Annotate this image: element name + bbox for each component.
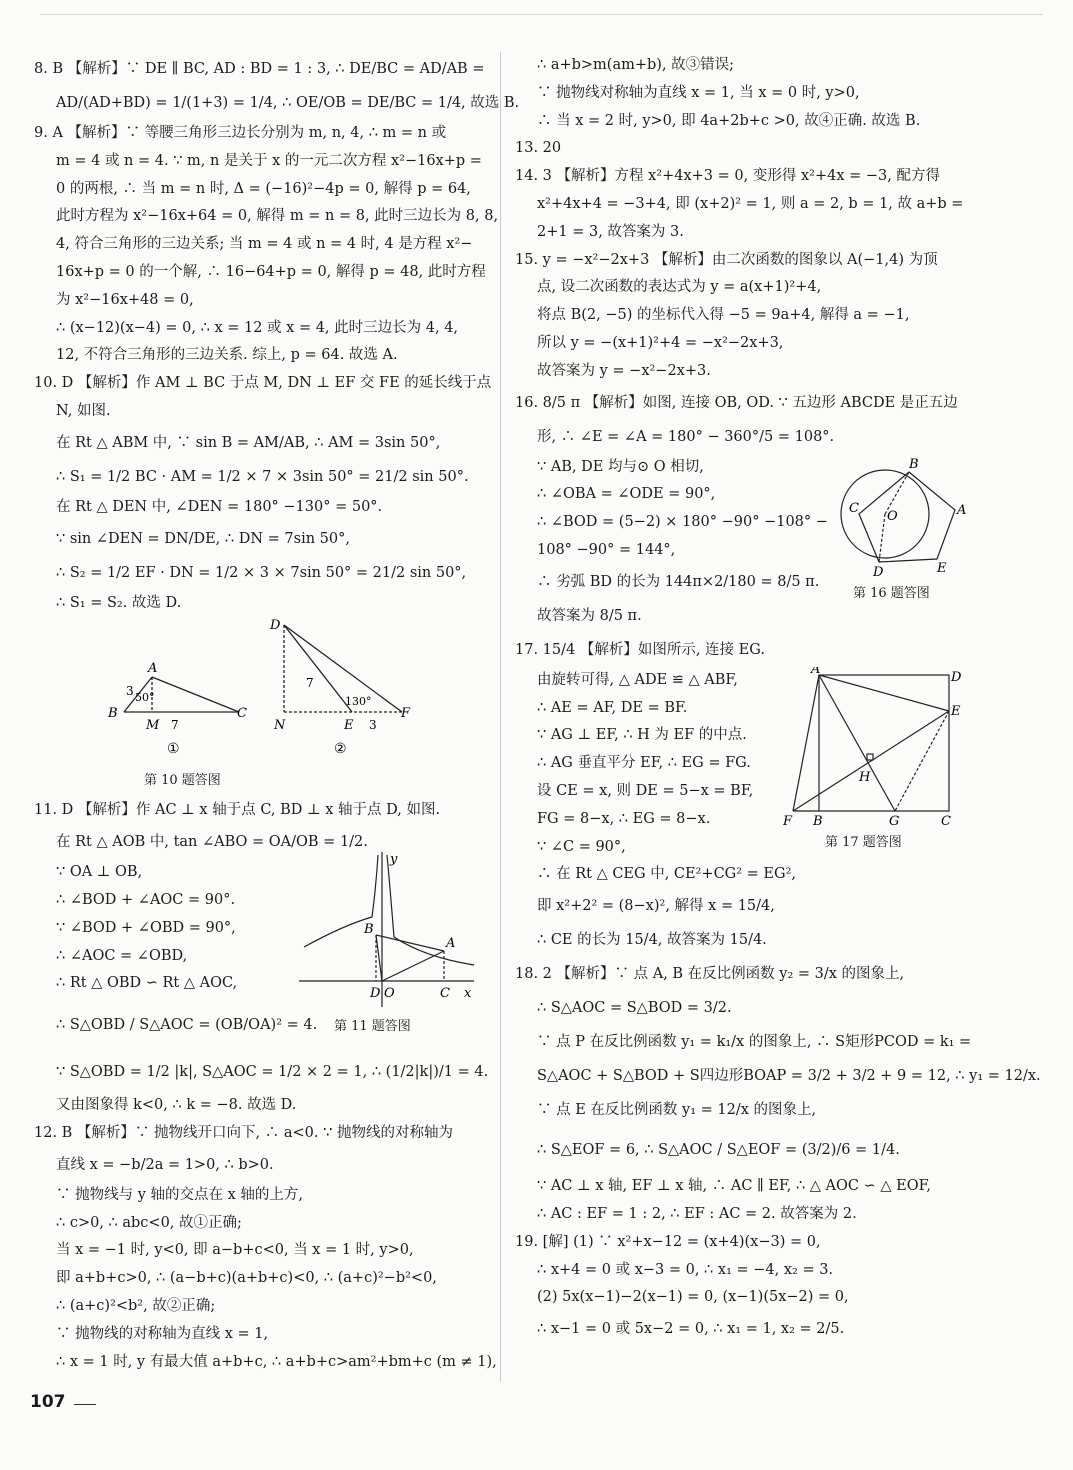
label: C <box>440 986 450 1002</box>
left-column <box>34 52 520 1376</box>
label: E <box>344 718 354 734</box>
text-line: ∴ x−1 = 0 或 5x−2 = 0, ∴ x₁ = 1, x₂ = 2/5. <box>537 1321 845 1338</box>
text-line: ∵ OA ⊥ OB, <box>56 864 143 881</box>
text-line: m = 4 或 n = 4. ∵ m, n 是关于 x 的一元二次方程 x²−16x+p = <box>56 152 482 169</box>
label: C <box>237 706 247 722</box>
label: 7 <box>171 718 179 733</box>
text-line: ∴ AG 垂直平分 EF, ∴ EG = FG. <box>537 755 751 772</box>
text-line: 4, 符合三角形的三边关系; 当 m = 4 或 n = 4 时, 4 是方程 x²− <box>56 236 473 253</box>
text-line: ∴ AE = AF, DE = BF. <box>537 699 688 716</box>
text-line: 15. y = −x²−2x+3 【解析】由二次函数的图象以 A(−1,4) 为顶 <box>515 251 938 268</box>
text-line: ∵ AB, DE 均与⊙ O 相切, <box>537 458 704 475</box>
text-line: ∴ S₁ = S₂. 故选 D. <box>56 594 182 611</box>
q11-block <box>34 852 484 1052</box>
text-line: 又由图象得 k<0, ∴ k = −8. 故选 D. <box>56 1097 297 1114</box>
text-line: ∴ ∠BOD + ∠AOC = 90°. <box>56 891 236 908</box>
figure-10 <box>34 617 484 797</box>
label: A <box>446 936 456 952</box>
page-number: 107 <box>30 1392 66 1412</box>
label: D <box>270 618 281 634</box>
figure-16-drawing <box>833 456 973 576</box>
label: C <box>849 500 859 516</box>
text-line: x²+4x+4 = −3+4, 即 (x+2)² = 1, 则 a = 2, b = 1, 故 a+b = <box>537 195 964 212</box>
text-line: ∴ ∠BOD = (5−2) × 180° −90° −108° − <box>537 514 828 531</box>
text-line: ∴ 劣弧 BD 的长为 144π×2/180 = 8/5 π. <box>537 573 820 590</box>
label: D <box>370 986 381 1002</box>
label: E <box>937 560 947 576</box>
text-line: ∴ c>0, ∴ abc<0, 故①正确; <box>56 1214 242 1231</box>
right-column <box>515 52 1041 1346</box>
text-line: ∴ 当 x = 2 时, y>0, 即 4a+2b+c >0, 故④正确. 故选 B. <box>537 112 921 129</box>
label: A <box>957 502 967 518</box>
figure-16 <box>833 456 973 601</box>
text-line: 故答案为 8/5 π. <box>537 607 642 624</box>
text-line: ∴ Rt △ OBD ∽ Rt △ AOC, <box>56 975 238 992</box>
text-line: ∴ S△OBD / S△AOC = (OB/OA)² = 4. <box>56 1017 318 1034</box>
text-line: 10. D 【解析】作 AM ⊥ BC 于点 M, DN ⊥ EF 交 FE 的延长线于点 <box>34 375 492 392</box>
text-line: 此时方程为 x²−16x+64 = 0, 解得 m = n = 8, 此时三边长为 8, 8, <box>56 208 499 225</box>
label: H <box>859 769 871 785</box>
text-line: N, 如图. <box>56 402 111 419</box>
text-line: ∴ ∠AOC = ∠OBD, <box>56 947 188 964</box>
label: 130° <box>345 695 372 709</box>
text-line: 11. D 【解析】作 AC ⊥ x 轴于点 C, BD ⊥ x 轴于点 D, 如图. <box>34 802 441 819</box>
text-line: ∴ AC : EF = 1 : 2, ∴ EF : AC = 2. 故答案为 2. <box>537 1205 857 1222</box>
text-line: ∵ ∠C = 90°, <box>537 838 626 855</box>
text-line: ∵ S△OBD = 1/2 |k|, S△AOC = 1/2 × 2 = 1, ∴ (1/2|k|)/1 = 4. <box>56 1064 489 1081</box>
label: O <box>887 508 898 524</box>
label: ② <box>334 741 347 758</box>
figure-caption: 第 11 题答图 <box>334 1019 411 1035</box>
label: D <box>951 669 962 685</box>
text-line: ∴ x = 1 时, y 有最大值 a+b+c, ∴ a+b+c>am²+bm+c (m ≠ 1), <box>56 1353 497 1370</box>
label: A <box>148 661 158 677</box>
label: 3 <box>126 684 134 699</box>
label: B <box>364 922 374 938</box>
text-line: ∵ AG ⊥ EF, ∴ H 为 EF 的中点. <box>537 727 747 744</box>
figure-17-drawing <box>773 667 973 827</box>
column-divider <box>500 52 501 1382</box>
text-line: (2) 5x(x−1)−2(x−1) = 0, (x−1)(5x−2) = 0, <box>537 1289 849 1306</box>
text-line: ∵ AC ⊥ x 轴, EF ⊥ x 轴, ∴ AC ∥ EF, ∴ △ AOC ∽ △ EOF, <box>537 1178 932 1195</box>
text-line: 设 CE = x, 则 DE = 5−x = BF, <box>537 782 754 799</box>
text-line: ∴ 在 Rt △ CEG 中, CE²+CG² = EG², <box>537 866 797 883</box>
text-line: S△AOC + S△BOD + S四边形BOAP = 3/2 + 3/2 + 9 = 12, ∴ y₁ = 12/x. <box>537 1068 1041 1085</box>
text-line: ∵ 点 P 在反比例函数 y₁ = k₁/x 的图象上, ∴ S矩形PCOD = k₁ = <box>537 1034 972 1051</box>
text-line: 12, 不符合三角形的三边关系. 综上, p = 64. 故选 A. <box>56 347 398 364</box>
top-rule <box>40 14 1043 15</box>
label: x <box>464 986 472 1002</box>
text-line: 12. B 【解析】∵ 抛物线开口向下, ∴ a<0. ∵ 抛物线的对称轴为 <box>34 1124 453 1141</box>
figure-caption: 第 16 题答图 <box>853 585 930 601</box>
text-line: 形, ∴ ∠E = ∠A = 180° − 360°/5 = 108°. <box>537 428 835 445</box>
text-line: 9. A 【解析】∵ 等腰三角形三边长分别为 m, n, 4, ∴ m = n 或 <box>34 125 447 141</box>
text-line: ∴ (a+c)²<b², 故②正确; <box>56 1297 216 1314</box>
label: y <box>390 852 398 868</box>
q16-block <box>515 420 970 633</box>
text-line: ∴ a+b>m(am+b), 故③错误; <box>537 57 735 73</box>
text-line: ∴ x+4 = 0 或 x−3 = 0, ∴ x₁ = −4, x₂ = 3. <box>537 1261 834 1278</box>
text-line: 为 x²−16x+48 = 0, <box>56 291 194 308</box>
text-line: 8. B 【解析】∵ DE ∥ BC, AD : BD = 1 : 3, ∴ DE/BC = AD/AB = <box>34 61 485 77</box>
text-line: AD/(AD+BD) = 1/(1+3) = 1/4, ∴ OE/OB = DE/BC = 1/4, 故选 B. <box>56 95 520 111</box>
label: M <box>146 718 160 734</box>
label: N <box>274 718 286 734</box>
label: 50° <box>135 691 155 705</box>
text-line: ∴ S₂ = 1/2 EF · DN = 1/2 × 3 × 7sin 50° = 21/2 sin 50°, <box>56 564 467 581</box>
label: F <box>401 706 411 722</box>
text-line: ∴ S△EOF = 6, ∴ S△AOC / S△EOF = (3/2)/6 = 1/4. <box>537 1142 900 1159</box>
text-line: 14. 3 【解析】方程 x²+4x+3 = 0, 变形得 x²+4x = −3, 配方得 <box>515 168 940 185</box>
label: F <box>783 813 793 827</box>
text-line: ∴ S△AOC = S△BOD = 3/2. <box>537 1000 732 1017</box>
text-line: 0 的两根, ∴ 当 m = n 时, Δ = (−16)²−4p = 0, 解得 p = 64, <box>56 180 471 197</box>
label: C <box>941 813 951 827</box>
text-line: 在 Rt △ ABM 中, ∵ sin B = AM/AB, ∴ AM = 3sin 50°, <box>56 434 441 451</box>
text-line: ∵ sin ∠DEN = DN/DE, ∴ DN = 7sin 50°, <box>56 530 350 547</box>
text-line: 13. 20 <box>515 140 562 157</box>
text-line: 108° −90° = 144°, <box>537 541 676 558</box>
figure-11 <box>294 847 484 1035</box>
figure-17 <box>773 666 973 850</box>
text-line: 直线 x = −b/2a = 1>0, ∴ b>0. <box>56 1156 274 1173</box>
label: E <box>951 703 961 719</box>
text-line: 在 Rt △ AOB 中, tan ∠ABO = OA/OB = 1/2. <box>56 834 368 851</box>
text-line: 16x+p = 0 的一个解, ∴ 16−64+p = 0, 解得 p = 48, 此时方程 <box>56 263 486 280</box>
text-line: 当 x = −1 时, y<0, 即 a−b+c<0, 当 x = 1 时, y>0, <box>56 1242 414 1259</box>
text-line: 即 x²+2² = (8−x)², 解得 x = 15/4, <box>537 898 775 915</box>
figure-caption: 第 10 题答图 <box>144 773 221 789</box>
text-line: 19. [解] (1) ∵ x²+x−12 = (x+4)(x−3) = 0, <box>515 1233 821 1250</box>
label: B <box>909 456 919 472</box>
text-line: ∴ ∠OBA = ∠ODE = 90°, <box>537 486 716 503</box>
text-line: FG = 8−x, ∴ EG = 8−x. <box>537 810 711 827</box>
q17-block <box>515 633 970 957</box>
text-line: 即 a+b+c>0, ∴ (a−b+c)(a+b+c)<0, ∴ (a+c)²−b²<0, <box>56 1270 437 1287</box>
text-line: ∵ 抛物线与 y 轴的交点在 x 轴的上方, <box>56 1186 304 1203</box>
label: 7 <box>306 676 314 691</box>
text-line: 16. 8/5 π 【解析】如图, 连接 OB, OD. ∵ 五边形 ABCDE 是正五边 <box>515 394 958 411</box>
page-number-dash <box>74 1404 96 1405</box>
text-line: 所以 y = −(x+1)²+4 = −x²−2x+3, <box>537 334 784 351</box>
text-line: ∴ S₁ = 1/2 BC · AM = 1/2 × 7 × 3sin 50° = 21/2 sin 50°. <box>56 468 469 485</box>
label: O <box>384 986 395 1002</box>
text-line: ∵ 抛物线的对称轴为直线 x = 1, <box>56 1325 269 1342</box>
label: B <box>108 706 118 722</box>
label: ① <box>167 741 180 758</box>
text-line: 点, 设二次函数的表达式为 y = a(x+1)²+4, <box>537 279 822 296</box>
text-line: 由旋转可得, △ ADE ≌ △ ABF, <box>537 671 738 688</box>
figure-caption: 第 17 题答图 <box>825 834 902 850</box>
text-line: 在 Rt △ DEN 中, ∠DEN = 180° −130° = 50°. <box>56 498 383 515</box>
text-line: ∵ 点 E 在反比例函数 y₁ = 12/x 的图象上, <box>537 1102 817 1119</box>
label: G <box>889 813 900 827</box>
text-line: 故答案为 y = −x²−2x+3. <box>537 362 711 379</box>
text-line: ∴ CE 的长为 15/4, 故答案为 15/4. <box>537 932 767 949</box>
label: B <box>813 813 823 827</box>
text-line: 2+1 = 3, 故答案为 3. <box>537 223 684 240</box>
text-line: 将点 B(2, −5) 的坐标代入得 −5 = 9a+4, 解得 a = −1, <box>537 307 910 324</box>
figure-10-drawing <box>34 617 484 767</box>
label: D <box>873 564 884 576</box>
text-line: ∴ (x−12)(x−4) = 0, ∴ x = 12 或 x = 4, 此时三边长为 4, 4, <box>56 319 459 336</box>
label: 3 <box>369 718 377 733</box>
text-line: 17. 15/4 【解析】如图所示, 连接 EG. <box>515 641 765 658</box>
figure-11-drawing <box>294 847 484 1017</box>
text-line: ∵ ∠BOD + ∠OBD = 90°, <box>56 919 236 936</box>
text-line: ∵ 抛物线对称轴为直线 x = 1, 当 x = 0 时, y>0, <box>537 84 860 101</box>
text-line: 18. 2 【解析】∵ 点 A, B 在反比例函数 y₂ = 3/x 的图象上, <box>515 966 905 983</box>
label: A <box>811 666 821 677</box>
